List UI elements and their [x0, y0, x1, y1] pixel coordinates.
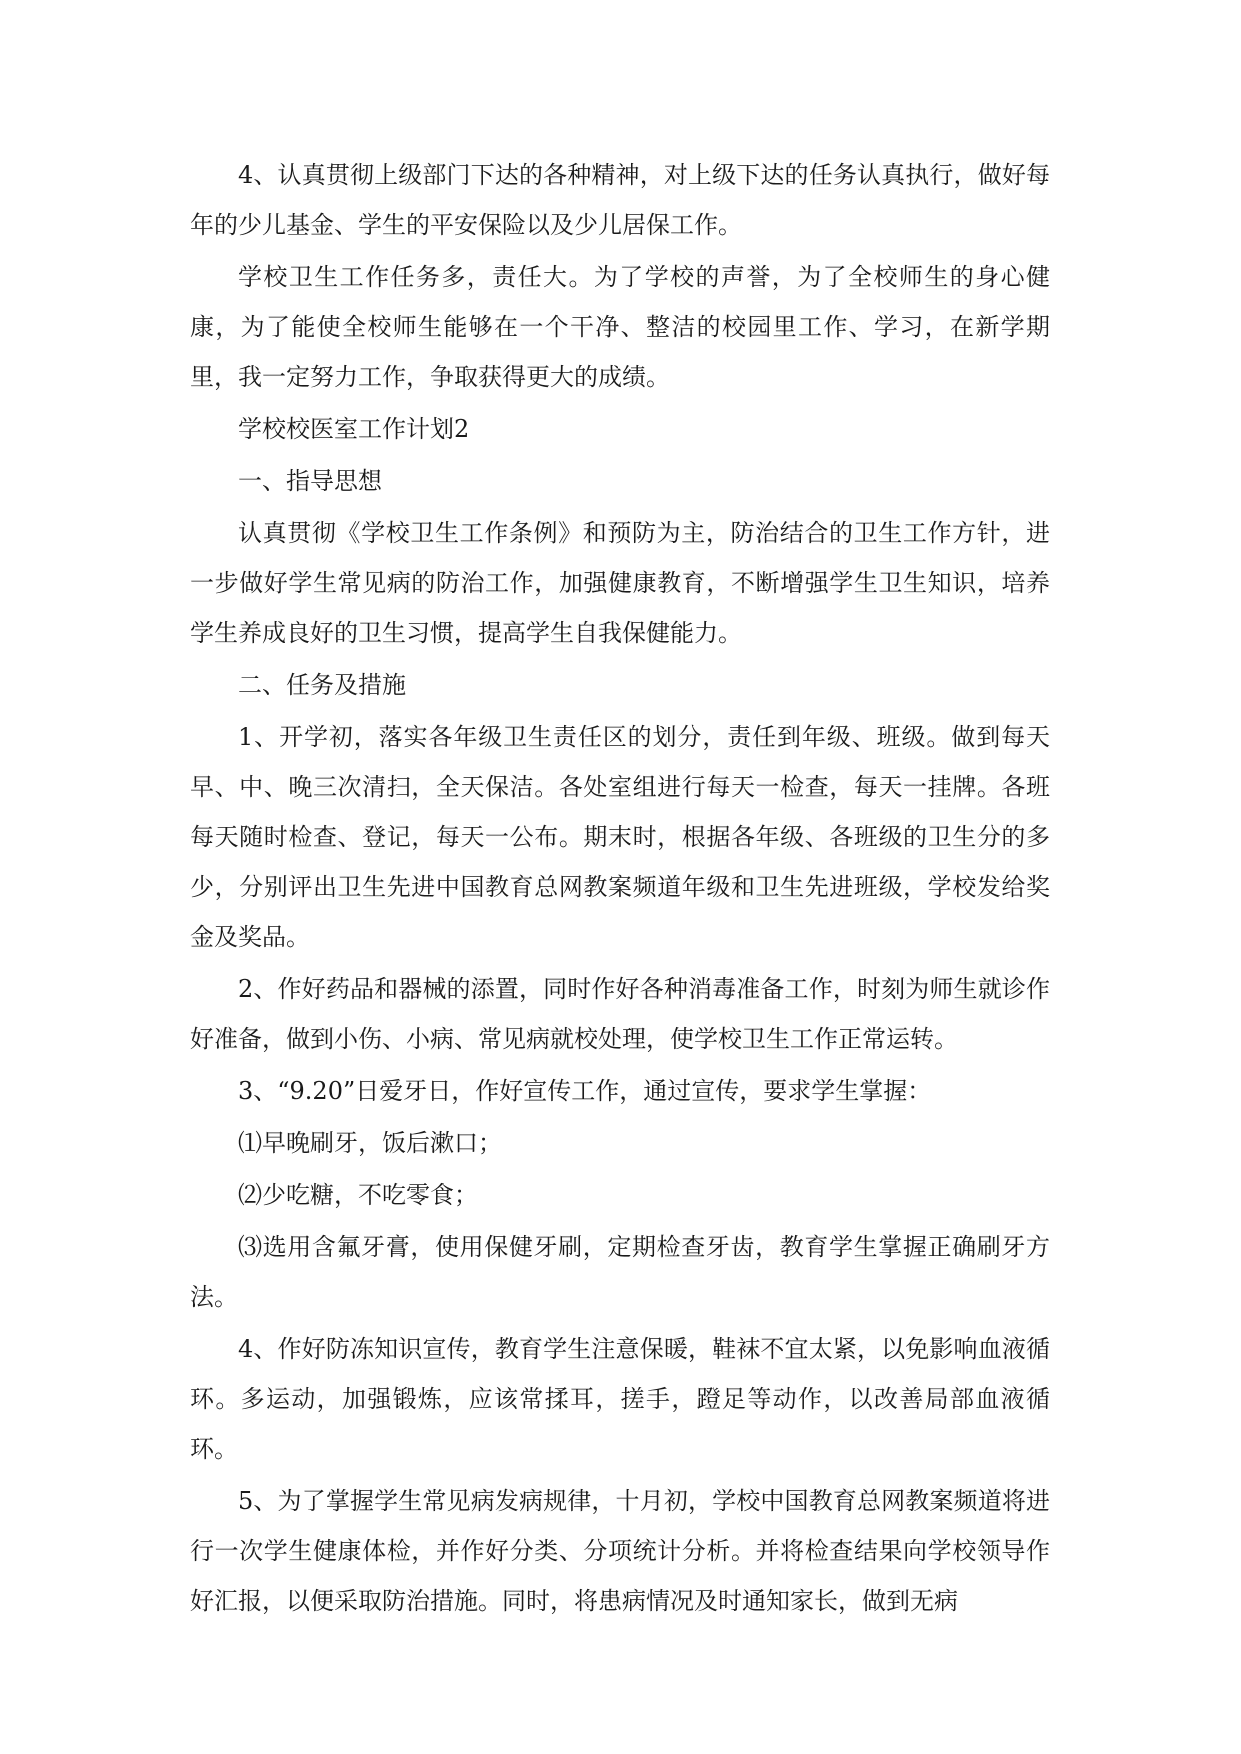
paragraph-item-4: 4、认真贯彻上级部门下达的各种精神，对上级下达的任务认真执行，做好每年的少儿基金、学生的平安保险以及少儿居保工作。 [190, 161, 1050, 239]
section-title-plan-2: 学校校医室工作计划2 [238, 415, 470, 443]
list-item-toothpaste: ⑶选用含氟牙膏，使用保健牙刷，定期检查牙齿，教育学生掌握正确刷牙方法。 [190, 1233, 1050, 1311]
paragraph-task-2: 2、作好药品和器械的添置，同时作好各种消毒准备工作，时刻为师生就诊作好准备，做到小伤、小病、常见病就校处理，使学校卫生工作正常运转。 [190, 975, 1050, 1053]
paragraph-task-1: 1、开学初，落实各年级卫生责任区的划分，责任到年级、班级。做到每天早、中、晚三次清扫，全天保洁。各处室组进行每天一检查，每天一挂牌。各班每天随时检查、登记，每天一公布。期末时，根据各年级、各班级的卫生分的多少，分别评出卫生先进中国教育总网教案频道年级和卫生先进班级，学校发给奖金及奖品。 [190, 723, 1050, 951]
document-page [190, 150, 1050, 1626]
list-item-sugar: ⑵少吃糖，不吃零食； [238, 1181, 478, 1209]
heading-tasks-measures: 二、任务及措施 [238, 671, 406, 699]
paragraph-task-4: 4、作好防冻知识宣传，教育学生注意保暖，鞋袜不宜太紧，以免影响血液循环。多运动，加强锻炼，应该常揉耳，搓手，蹬足等动作，以改善局部血液循环。 [190, 1335, 1050, 1463]
list-item-brushing: ⑴早晚刷牙，饭后漱口； [238, 1129, 502, 1157]
paragraph-task-3: 3、“9.20”日爱牙日，作好宣传工作，通过宣传，要求学生掌握： [238, 1077, 932, 1105]
heading-guiding-ideology: 一、指导思想 [238, 467, 382, 495]
paragraph-guiding-ideology: 认真贯彻《学校卫生工作条例》和预防为主，防治结合的卫生工作方针，进一步做好学生常见病的防治工作，加强健康教育，不断增强学生卫生知识，培养学生养成良好的卫生习惯，提高学生自我保健能力。 [190, 519, 1050, 647]
paragraph-task-5: 5、为了掌握学生常见病发病规律，十月初，学校中国教育总网教案频道将进行一次学生健康体检，并作好分类、分项统计分析。并将检查结果向学校领导作好汇报，以便采取防治措施。同时，将患病情况及时通知家长，做到无病 [190, 1487, 1050, 1615]
paragraph-summary: 学校卫生工作任务多，责任大。为了学校的声誉，为了全校师生的身心健康，为了能使全校师生能够在一个干净、整洁的校园里工作、学习，在新学期里，我一定努力工作，争取获得更大的成绩。 [190, 263, 1050, 391]
